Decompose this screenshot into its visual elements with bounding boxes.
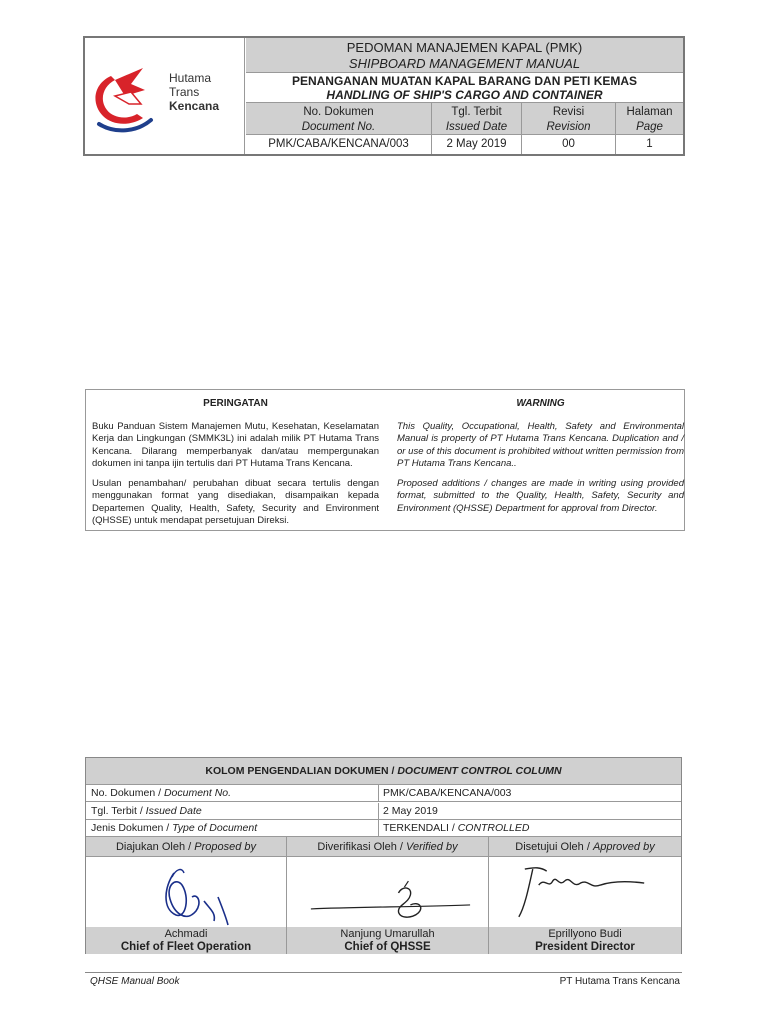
control-title-en: DOCUMENT CONTROL COLUMN (397, 765, 562, 777)
manual-title-en: SHIPBOARD MANAGEMENT MANUAL (348, 56, 581, 71)
control-label-en: Document No. (163, 787, 232, 799)
signer-role: Chief of QHSSE (344, 941, 431, 953)
head-en: Proposed by (194, 841, 257, 853)
signature-approver-icon (489, 857, 681, 927)
value-document-no: PMK/CABA/KENCANA/003 (268, 138, 409, 150)
company-name-line-2: Trans (169, 85, 200, 99)
control-table-title (86, 758, 681, 785)
control-value: 2 May 2019 (383, 805, 438, 817)
warning-paragraph-1-en: This Quality, Occupational, Health, Safety and Environmental Manual is property of PT Hutama Trans Kencana. Duplication and / or use of this document is prohibited without written permission from PT Hutama Trans Kencana.. (397, 420, 684, 469)
control-value: PMK/CABA/KENCANA/003 (383, 787, 512, 799)
manual-title-id: PEDOMAN MANAJEMEN KAPAL (PMK) (346, 40, 583, 55)
company-name-line-3: Kencana (169, 99, 220, 113)
value-revision: 00 (521, 135, 615, 154)
value-page: 1 (615, 135, 683, 154)
signature-proposer (86, 857, 286, 927)
document-info-labels (246, 103, 683, 135)
label-revision-en: Revision (546, 121, 591, 133)
footer-right-text: PT Hutama Trans Kencana (559, 976, 680, 987)
control-label-en: Type of Document (172, 822, 258, 834)
control-label-id: Jenis Dokumen / (91, 822, 173, 834)
label-issued-date-en: Issued Date (445, 121, 508, 133)
control-label-id: Tgl. Terbit / (91, 805, 146, 817)
company-name-line-1: Hutama (169, 71, 212, 85)
control-label-id: No. Dokumen / (91, 787, 164, 799)
head-en: Approved by (592, 841, 655, 853)
signer-role: Chief of Fleet Operation (120, 941, 252, 953)
control-row-value (383, 820, 529, 837)
label-revision-id: Revisi (552, 106, 585, 118)
signature-proposer-icon (86, 857, 286, 927)
warning-box (85, 389, 685, 531)
head-id: Diverifikasi Oleh / (317, 841, 407, 853)
signature-row (86, 857, 681, 927)
head-en: Verified by (406, 841, 458, 853)
control-value-en: CONTROLLED (457, 822, 530, 834)
label-page (615, 103, 683, 134)
control-row-value (383, 803, 438, 820)
control-row-document-no (86, 785, 681, 802)
signers-row (86, 927, 681, 954)
label-issued-date (431, 103, 521, 134)
signer-name: Achmadi (164, 928, 208, 940)
signature-verifier (286, 857, 488, 927)
warning-title-id: PERINGATAN (203, 398, 268, 409)
signer-approver (488, 927, 681, 954)
head-id: Diajukan Oleh / (115, 841, 195, 853)
footer-divider (85, 972, 682, 973)
approval-headers (86, 837, 681, 857)
subject-title-id: PENANGANAN MUATAN KAPAL BARANG DAN PETI KEMAS (291, 74, 638, 88)
control-row-label (91, 803, 202, 820)
warning-column-en (397, 390, 684, 522)
footer-left-text: QHSE Manual Book (90, 976, 180, 987)
header-approved-by (488, 837, 681, 856)
company-logo (85, 38, 243, 154)
label-page-id: Halaman (626, 106, 673, 118)
label-document-no (246, 103, 431, 134)
value-issued-date: 2 May 2019 (431, 135, 521, 154)
control-row-label (91, 785, 231, 802)
head-id: Disetujui Oleh / (515, 841, 593, 853)
signer-name: Eprillyono Budi (548, 928, 622, 940)
logo-cell (85, 38, 245, 154)
warning-paragraph-2-id: Usulan penambahan/ perubahan dibuat secara tertulis dengan menggunakan format yang disediakan, disampaikan kepada Departemen Quality, Health, Safety, Security and Environment (QHSSE) untuk mendapat persetujuan Direksi. (92, 477, 379, 526)
header-proposed-by (86, 837, 286, 856)
subject-title-en: HANDLING OF SHIP'S CARGO AND CONTAINER (326, 88, 603, 102)
subject-title-block (246, 73, 683, 103)
control-row-label (91, 820, 257, 837)
signer-verifier (286, 927, 488, 954)
control-row-issued-date (86, 803, 681, 820)
manual-title-block (246, 38, 683, 73)
warning-paragraph-2-en: Proposed additions / changes are made in writing using provided format, submitted to the Quality, Health, Safety, Security and Environment (QHSSE) Department for approval from Director. (397, 477, 684, 514)
signer-role: President Director (535, 941, 635, 953)
document-info-values (246, 135, 683, 154)
control-value: TERKENDALI / (383, 822, 458, 834)
signature-verifier-icon (287, 857, 488, 927)
control-row-value (383, 785, 511, 802)
warning-title-en: WARNING (516, 398, 565, 409)
control-title-id: KOLOM PENGENDALIAN DOKUMEN / (205, 765, 398, 777)
label-document-no-id: No. Dokumen (303, 106, 374, 118)
signature-approver (488, 857, 681, 927)
signer-proposer (86, 927, 286, 954)
label-document-no-en: Document No. (301, 121, 376, 133)
control-row-document-type (86, 820, 681, 837)
warning-column-id (92, 390, 379, 535)
logo-emblem-icon (95, 68, 151, 130)
label-issued-date-id: Tgl. Terbit (451, 106, 502, 118)
label-page-en: Page (636, 121, 663, 133)
document-control-table (85, 757, 682, 954)
control-label-en: Issued Date (145, 805, 202, 817)
signer-name: Nanjung Umarullah (340, 928, 435, 940)
document-header (83, 36, 685, 156)
label-revision (521, 103, 615, 134)
warning-paragraph-1-id: Buku Panduan Sistem Manajemen Mutu, Kesehatan, Keselamatan Kerja dan Lingkungan (SMMK3L) ini adalah milik PT Hutama Trans Kencana. Dilarang memperbanyak dan/atau mempergunakan dokumen ini tanpa ijin tertulis dari PT Hutama Trans Kencana. (92, 420, 379, 469)
header-verified-by (286, 837, 488, 856)
